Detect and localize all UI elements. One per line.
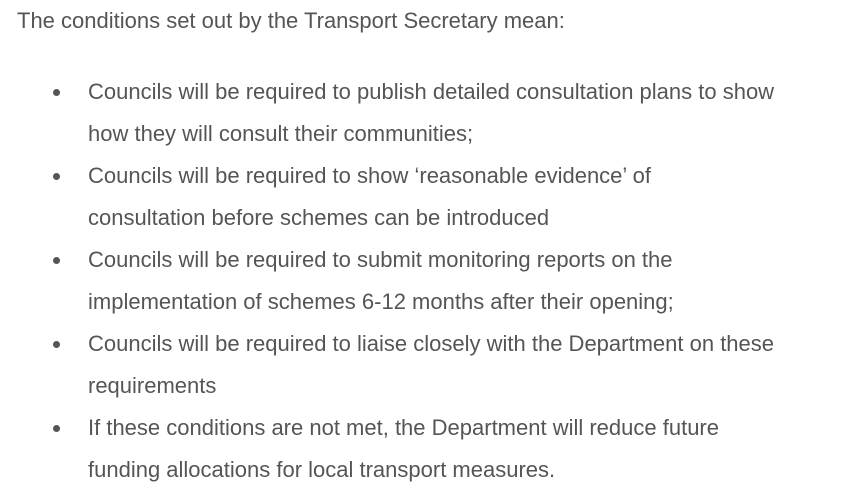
bullet-icon: [53, 341, 60, 348]
list-item-line: requirements: [88, 373, 217, 398]
list-item: [0, 407, 848, 491]
list-item-line: Councils will be required to liaise closely with the Department on these: [88, 331, 775, 356]
conditions-list: [0, 71, 859, 491]
list-item-line: Councils will be required to show ‘reasonable evidence’ of: [88, 163, 651, 188]
list-item-line: Councils will be required to submit monitoring reports on the: [88, 247, 673, 272]
list-item: [0, 323, 848, 407]
list-item-line: how they will consult their communities;: [88, 121, 474, 146]
bullet-icon: [53, 89, 60, 96]
list-item-line: Councils will be required to publish detailed consultation plans to show: [88, 79, 775, 104]
list-item: [0, 71, 848, 155]
bullet-icon: [53, 257, 60, 264]
bullet-icon: [53, 425, 60, 432]
list-item-line: If these conditions are not met, the Department will reduce future: [88, 415, 719, 440]
list-item: [0, 239, 848, 323]
bullet-icon: [53, 173, 60, 180]
intro-paragraph: The conditions set out by the Transport Secretary mean:: [17, 8, 565, 33]
list-item-line: implementation of schemes 6-12 months after their opening;: [88, 289, 674, 314]
list-item-line: consultation before schemes can be introduced: [88, 205, 550, 230]
list-item: [0, 155, 848, 239]
list-item-line: funding allocations for local transport measures.: [88, 457, 556, 482]
